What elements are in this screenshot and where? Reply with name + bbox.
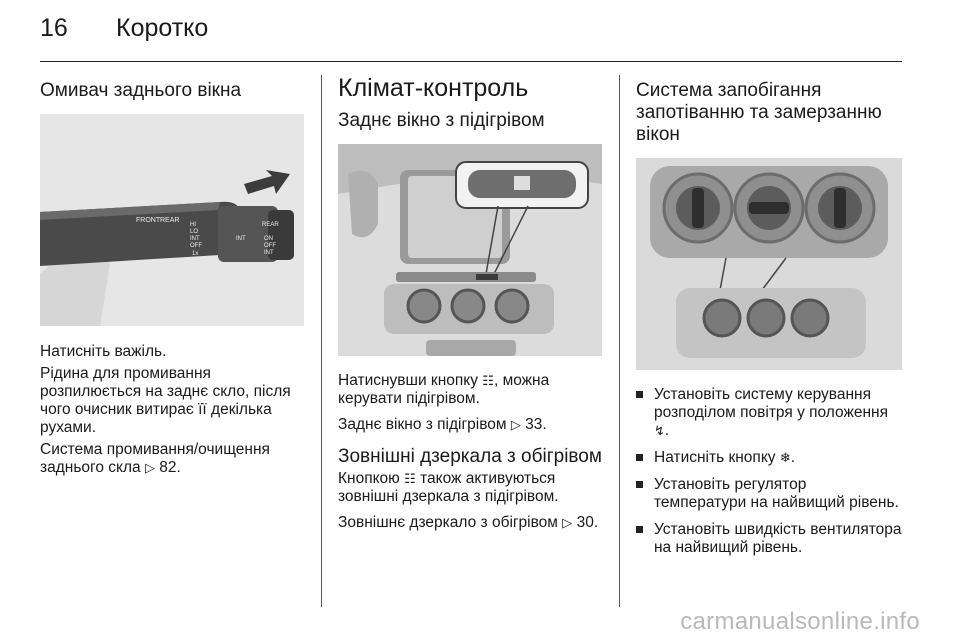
column-rear-washer [40,74,304,477]
rear-window-heater-icon: ☷ [482,373,494,388]
label-front: FRONT [136,217,161,224]
label-lo: LO [190,229,199,235]
windscreen-airflow-icon: ↯ [654,423,665,438]
label-rear-ring: REAR [262,222,279,228]
description-text: Кнопкою ☷ також активуються зовнішні дзеркала з підігрівом. [338,470,559,505]
list-item: Установіть систему керування розподілом повітря у положення ↯. [636,386,902,440]
page-ref-arrow-icon: ▷ [144,460,155,475]
list-item: Установіть швидкість вентилятора на найвищий рівень. [636,521,902,557]
instruction-text: Натиснувши кнопку ☷, можна керувати підігрівом. [338,372,550,407]
section-heading: Омивач заднього вікна [40,80,242,101]
label-1x: 1x [192,251,199,257]
reference-text [40,441,304,477]
bullet-icon [636,454,643,461]
label-on: ON [264,236,273,242]
reference-text: Заднє вікно з підігрівом ▷ 33. [338,416,547,433]
climate-controls-figure [636,158,902,370]
description-text: Рідина для промивання розпилюється на заднє скло, після чого очисник витирає її декілька рухами. [40,365,291,436]
section-heading: Клімат-контроль [338,74,529,102]
list-item: Установіть регулятор температури на найвищий рівень. [636,476,902,512]
column-divider [321,75,322,607]
air-conditioning-icon: ❄ [779,450,791,465]
column-climate-control [338,74,604,532]
label-int: INT [190,236,200,242]
page-title: Коротко [116,14,209,42]
defog-steps-list [636,386,902,557]
watermark: carmanualsonline.info [680,608,920,635]
dashboard-heater-figure [338,144,602,356]
bullet-icon [636,526,643,533]
label-rear: REAR [160,217,180,224]
header-rule [40,61,902,62]
subsection-heading: Зовнішні дзеркала з обігрівом [338,446,602,467]
bullet-icon [636,391,643,398]
subsection-heading: Заднє вікно з підігрівом [338,110,545,131]
wiper-lever-figure [40,114,304,326]
reference-text: Зовнішнє дзеркало з обігрівом ▷ 30. [338,514,599,531]
reference-label: Система промивання/очищення заднього скла [40,441,270,476]
column-defog [636,74,902,566]
page-ref-arrow-icon: ▷ [562,515,573,530]
page-number: 16 [40,14,68,42]
label-int-rear: INT [264,250,274,256]
rear-window-heater-icon: ☷ [404,471,416,486]
column-divider [619,75,620,607]
label-int-ring: INT [236,236,246,242]
bullet-icon [636,481,643,488]
page-ref-arrow-icon: ▷ [510,417,521,432]
page-header [40,14,208,48]
label-off-ring: OFF [264,243,276,249]
section-heading: Система запобігання запотіванню та замерзанню вікон [636,80,882,145]
label-hi: HI [190,222,196,228]
label-off: OFF [190,243,202,249]
list-item: Натисніть кнопку ❄. [636,449,902,467]
instruction-text: Натисніть важіль. [40,343,167,360]
page-reference: 82. [159,459,181,476]
